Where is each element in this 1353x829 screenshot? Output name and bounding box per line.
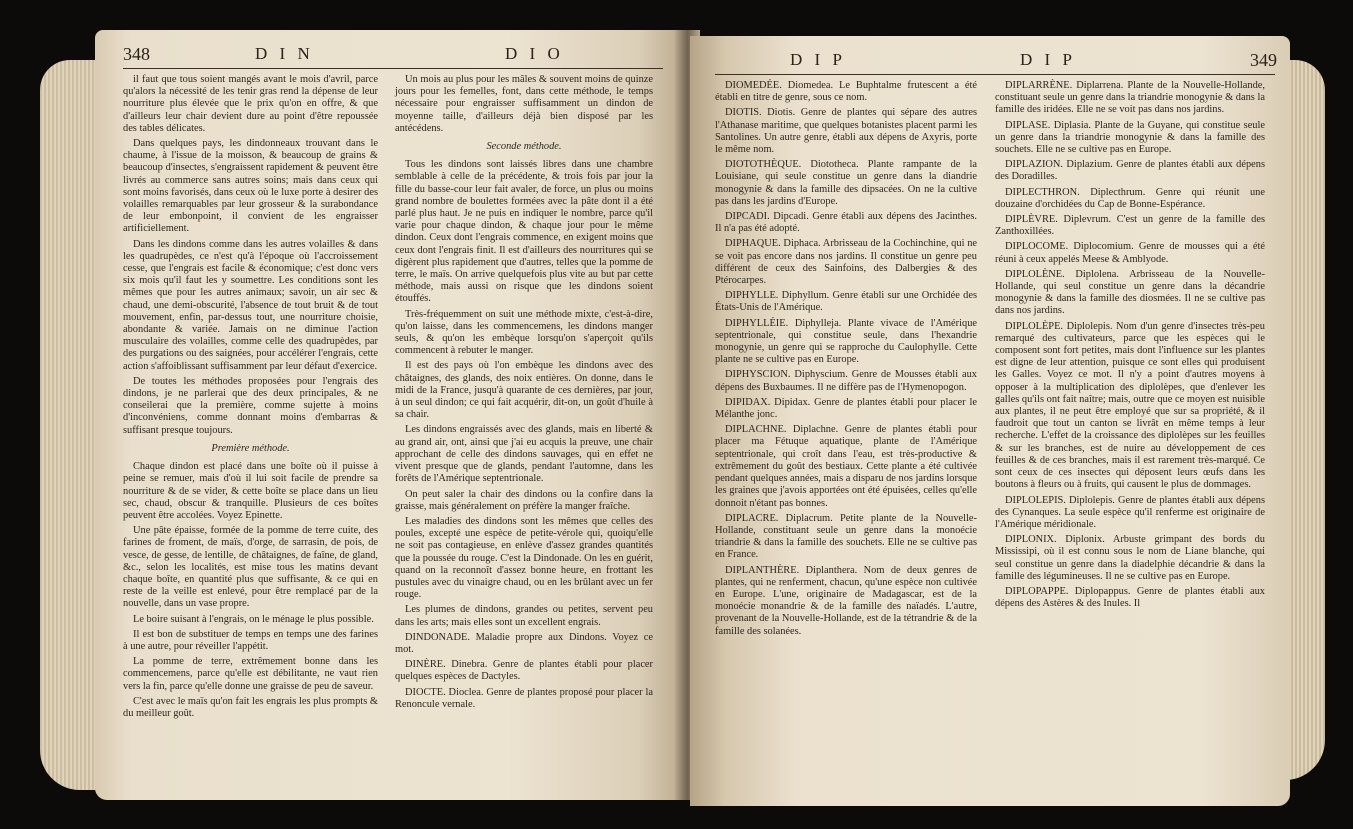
right-page xyxy=(690,36,1290,806)
paragraph: Le boire suisant à l'engrais, on le ménage le plus possible. xyxy=(133,613,374,625)
column-right xyxy=(395,74,653,714)
paragraph: DIPLACHNE. Diplachne. Genre de plantes établi pour placer ma Fétuque aquatique, plante de l'Amérique septentrionale, qui croît dans l'eau, est très-productive & extrêmement du goût des bestiaux. Cette plante a été cultivée pendant quelques années, mais a disparu de nos jardins lorsque les graines que j'avois apportées ont été épuisées, celles qu'elle donnoit n'étant pas bonnes. xyxy=(715,424,978,509)
paragraph: DIPCADI. Dipcadi. Genre établi aux dépens des Jacinthes. Il n'a pas été adopté. xyxy=(715,211,977,235)
paragraph: Les maladies des dindons sont les mêmes que celles des poules, excepté une espèce de petite-vérole qui, quoiqu'elle ne soit pas contagieuse, en enlève d'assez grandes quantités que la poussée du rouge. C'est la Dindonade. On les en guérit, quand on la reconnoît d'assez bonne heure, en frottant les pustules avec du vinaigre chaud, ou en les brûlant avec un fer rouge. xyxy=(395,515,653,601)
paragraph: DIOMEDÉE. Diomedea. Le Buphtalme frutescent a été établi en titre de genre, sous ce nom. xyxy=(715,80,977,104)
paragraph: DINÈRE. Dinebra. Genre de plantes établi pour placer quelques espèces de Dactyles. xyxy=(395,659,653,683)
running-head: D I O xyxy=(505,44,564,63)
paragraph: DIPHYLLÉIE. Diphylleja. Plante vivace de l'Amérique septentrionale, qui constitue seule, dans l'hexandrie monogynie, un genre qui se rapproche du Caulophylle. Cette plante ne se cultive pas en Europe. xyxy=(715,317,977,366)
paragraph: DIOCTE. Dioclea. Genre de plantes proposé pour placer la Renoncule vernale. xyxy=(395,686,653,710)
paragraph: il faut que tous soient mangés avant le mois d'avril, parce qu'alors la nécessité de les tenir gras rend la dépense de leur nourriture plus élevée que le prix qu'on en offre, & que d'ailleurs leur chair devient dure au point d'être repoussée des tables délicates. xyxy=(123,74,378,134)
page-number: 348 xyxy=(123,44,150,64)
running-head: D I P xyxy=(790,50,846,69)
paragraph: Les plumes de dindons, grandes ou petites, servent peu dans les arts; mais elles sont un excellent engrais. xyxy=(395,604,653,628)
paragraph: DIPLÈVRE. Diplevrum. C'est un genre de la famille des Zanthoxillées. xyxy=(995,214,1265,238)
column-right xyxy=(995,80,1265,613)
running-head: D I P xyxy=(1020,50,1076,69)
page-number: 349 xyxy=(1250,50,1277,70)
paragraph: DIPLOLEPIS. Diplolepis. Genre de plantes établi aux dépens des Cynanques. La seule espèce qu'il renferme est originaire de l'Amérique méridionale. xyxy=(995,494,1265,530)
paragraph: Il est des pays où l'on embèque les dindons avec des châtaignes, des glands, des noix entières. On donne, dans le midi de la France, jusqu'à quarante de ces dernières, par jour, à un seul dindon; ce qui fait acquérir, dit-on, un goût d'huile à sa chair. xyxy=(395,360,653,421)
paragraph: Dans les dindons comme dans les autres volailles & dans les quadrupèdes, ce n'est qu'à l'époque où l'accroissement cesse, que l'engrais est facile & économique; c'est donc vers six mois qu'il faut les y soumettre. Les conditions sont les mêmes que pour les autres animaux; savoir, un air sec & chaud, une demi-obscurité, l'absence de tout bruit & de tout mouvement, enfin, par-dessus tout, une nourriture choisie, abondante & variée. Jamais on ne diminue l'action musculaire des volailles, comme celle des quadrupèdes, par des purgations ou des saignées, pour accélérer l'engrais, cette action s'affoiblissant suffisamment par leur défaut d'exercice. xyxy=(123,238,378,372)
paragraph: Une pâte épaisse, formée de la pomme de terre cuite, des farines de froment, de maïs, d'orge, de sarrasin, de pois, de vesce, de gesse, de lentille, de châtaignes, de faîne, de gland, &c., selon les localités, est mise tous les matins devant chaque boîte, en quantité plus que suffisante, & ce qui en reste de la veille est enlevé, pour être remplacé par de la nouvelle, dans un vase propre. xyxy=(123,525,378,610)
paragraph: DIPLASE. Diplasia. Plante de la Guyane, qui constitue seule un genre dans la triandrie monogynie & dans la famille des souchets. Elle ne se cultive pas en Europe. xyxy=(995,119,1265,156)
paragraph: Dans quelques pays, les dindonneaux trouvant dans le chaume, à l'issue de la moisson, & beaucoup de grains & beaucoup d'insectes, s'engraissent rapidement & peuvent être livrés au commerce sans autres soins; mais dans ceux qui sont moins favorisés, dans ceux où le luxe porte à desirer des volailles remarquables par leur grosseur & la surabondance de leur embonpoint, il convient de les engraisser artificiellement. xyxy=(123,138,378,235)
paragraph: Les dindons engraissés avec des glands, mais en liberté & au grand air, ont, ainsi que j'ai eu acquis la preuve, une chair approchant de celle des dindons sauvages, qui en effet ne vivent presque que de glands, pendant l'automne, dans les forêts de l'Amérique septentrionale. xyxy=(395,424,653,485)
column-left xyxy=(123,74,378,723)
header-rule xyxy=(123,68,663,69)
column-left xyxy=(715,80,977,641)
paragraph: C'est avec le maïs qu'on fait les engrais les plus prompts & du meilleur goût. xyxy=(123,695,378,719)
right-page-edges xyxy=(1285,60,1325,780)
running-head: D I N xyxy=(255,44,314,63)
paragraph: La pomme de terre, extrêmement bonne dans les commencemens, parce qu'elle est débilitante, ne vaut rien vers la fin, parce qu'elle donne une graisse de peu de saveur. xyxy=(123,656,378,692)
paragraph: DIPLONIX. Diplonix. Arbuste grimpant des bords du Mississipi, où il est connu sous le nom de Liane blanche, qui seul constitue un genre dans la diadelphie décandrie & dans la famille des légumineuses. Il ne se cultive pas en Europe. xyxy=(995,534,1265,582)
paragraph: Chaque dindon est placé dans une boîte où il puisse à peine se remuer, mais d'où il lui soit facile de prendre sa nourriture & de se vider, & cette boîte se place dans un lieu sec, chaud, obscur & tranquille. Plusieurs de ces boîtes peuvent être accolées. Voyez Epinette. xyxy=(123,461,378,521)
left-page-edges xyxy=(40,60,100,790)
paragraph: DIPLARRÈNE. Diplarrena. Plante de la Nouvelle-Hollande, constituant seule un genre dans la triandrie monogynie & dans la famille des iridées. Elle ne se voit pas dans nos jardins. xyxy=(995,80,1265,116)
section-heading: Première méthode. xyxy=(211,442,290,454)
paragraph: DIPLACRE. Diplacrum. Petite plante de la Nouvelle-Hollande, constituant seule un genre dans la monoécie triandrie & dans la famille des souchets. Elle ne se cultive pas en France. xyxy=(715,512,977,561)
paragraph: DIPLOPAPPE. Diplopappus. Genre de plantes établi aux dépens des Astères & des Inules. Il xyxy=(995,585,1265,610)
paragraph: DIPHYLLE. Diphyllum. Genre établi sur une Orchidée des États-Unis de l'Amérique. xyxy=(715,290,977,314)
paragraph: Il est bon de substituer de temps en temps une des farines à une autre, pour réveiller l'appétit. xyxy=(123,628,378,652)
left-page xyxy=(95,30,685,800)
paragraph: DIPLAZION. Diplazium. Genre de plantes établi aux dépens des Doradilles. xyxy=(995,159,1265,183)
paragraph: DIPLANTHÈRE. Diplanthera. Nom de deux genres de plantes, qui ne renferment, chacun, qu'une espèce non cultivée en Europe. L'une, originaire de Madagascar, est de la monoécie monandrie & de la famille des naïadés. L'autre, provenant de la Nouvelle-Hollande, est de la tétrandrie & de la famille des solanées. xyxy=(715,564,977,637)
paragraph: DIPLOCOME. Diplocomium. Genre de mousses qui a été réuni à ceux appelés Meese & Amblyode. xyxy=(995,241,1265,265)
paragraph: On peut saler la chair des dindons ou la confire dans la graisse, mais généralement on préfère la manger fraîche. xyxy=(395,488,653,512)
header-rule xyxy=(715,74,1275,75)
paragraph: Tous les dindons sont laissés libres dans une chambre semblable à celle de la précédente, & trois fois par jour la fille du basse-cour leur fait avaler, de force, un plus ou moins grand nombre de boulettes formées avec la pâte dont il a été parlé plus haut. Je ne puis en indiquer le nombre, parce qu'il varie pour chaque dindon, & chaque jour pour le même dindon. Ceux dont l'engrais commence, en exigent moins que ceux dont l'engrais finit. Il est d'ailleurs des nourritures qui se digèrent plus rapidement que d'autres, telles que la pomme de terre, le maïs. On arrive quelquefois plus vite au but par cette méthode, mais aussi on risque que les dindons soient étouffés. xyxy=(395,159,653,305)
paragraph: DIPLECTHRON. Diplecthrum. Genre qui réunit une douzaine d'orchidées du Cap de Bonne-Espérance. xyxy=(995,186,1265,210)
section-heading: Seconde méthode. xyxy=(486,141,562,153)
paragraph: DIOTIS. Diotis. Genre de plantes qui sépare des autres l'Athanase maritime, que quelques botanistes placent parmi les Santolines. Un autre genre, établi aux dépens de Axyris, porte le même nom. xyxy=(715,107,977,156)
paragraph: DIPHYSCION. Diphyscium. Genre de Mousses établi aux dépens des Buxbaumes. Il ne diffère pas de l'Hymenopogon. xyxy=(715,369,977,393)
paragraph: De toutes les méthodes proposées pour l'engrais des dindons, je ne parlerai que des deux principales, & ne conseilerai que la première, comme sujette à moins d'inconvéniens, comme donnant moins d'embarras & suffisant presque toujours. xyxy=(123,375,378,436)
paragraph: DINDONADE. Maladie propre aux Dindons. Voyez ce mot. xyxy=(395,631,653,655)
paragraph: Très-fréquemment on suit une méthode mixte, c'est-à-dire, qu'on laisse, dans les commencemens, les dindons manger seuls, & qu'on les embèque lorsqu'on s'aperçoit qu'ils commencent à rebuter le manger. xyxy=(395,308,653,357)
paragraph: DIOTOTHÈQUE. Diototheca. Plante rampante de la Louisiane, qui seule constitue un genre dans la diandrie monogynie & dans la famille des dipsacées. On ne la cultive pas dans les jardins d'Europe. xyxy=(715,159,977,207)
paragraph: DIPLOLÈNE. Diplolena. Arbrisseau de la Nouvelle-Hollande, qui seul constitue un genre dans la décandrie monogynie & dans la famille des diosmées. Il ne se cultive pas dans nos jardins. xyxy=(995,268,1265,317)
paragraph: DIPIDAX. Dipidax. Genre de plantes établi pour placer le Mélanthe jonc. xyxy=(715,396,977,421)
paragraph: DIPLOLÈPE. Diplolepis. Nom d'un genre d'insectes très-peu remarqué des cultivateurs, parce que les espèces qui le composent sont fort petites, mais dont l'influence sur les plantes est digne de leur attention, puisque ce sont elles qui produisent les Galles. Voyez ce mot. Il n'y a point d'autres moyens à opposer à la multiplication des diplolèpes, que d'enlever les galles qu'ils ont fait naître; mais, outre que ce moyen est nuisible aux plantes, il ne peut être employé que sur sa propriété, & il faudroit que tout un canton se livrât en même temps à leur recherche. L'effet de la croissance des diplolèpes sur les feuilles & sur les branches, est de nuire au développement de ces feuilles & de ces branches, mais il est rarement très-marqué. Ce sont ceux de ces insectes qui déposent leurs œufs dans les boutons à fleurs ou à fruits, qui causent le plus de dommages. xyxy=(995,320,1265,491)
paragraph: DIPHAQUE. Diphaca. Arbrisseau de la Cochinchine, qui ne se voit pas encore dans nos jardins. Il constitue un genre peu différent de ceux des Sainfoins, des Dalbergies & des Ptérocarpes. xyxy=(715,238,977,287)
paragraph: Un mois au plus pour les mâles & souvent moins de quinze jours pour les femelles, font, dans cette méthode, le temps nécessaire pour engraisser suffisamment un dindon de moyenne taille, d'ailleurs déjà bien disposé par les antécédens. xyxy=(395,74,653,134)
